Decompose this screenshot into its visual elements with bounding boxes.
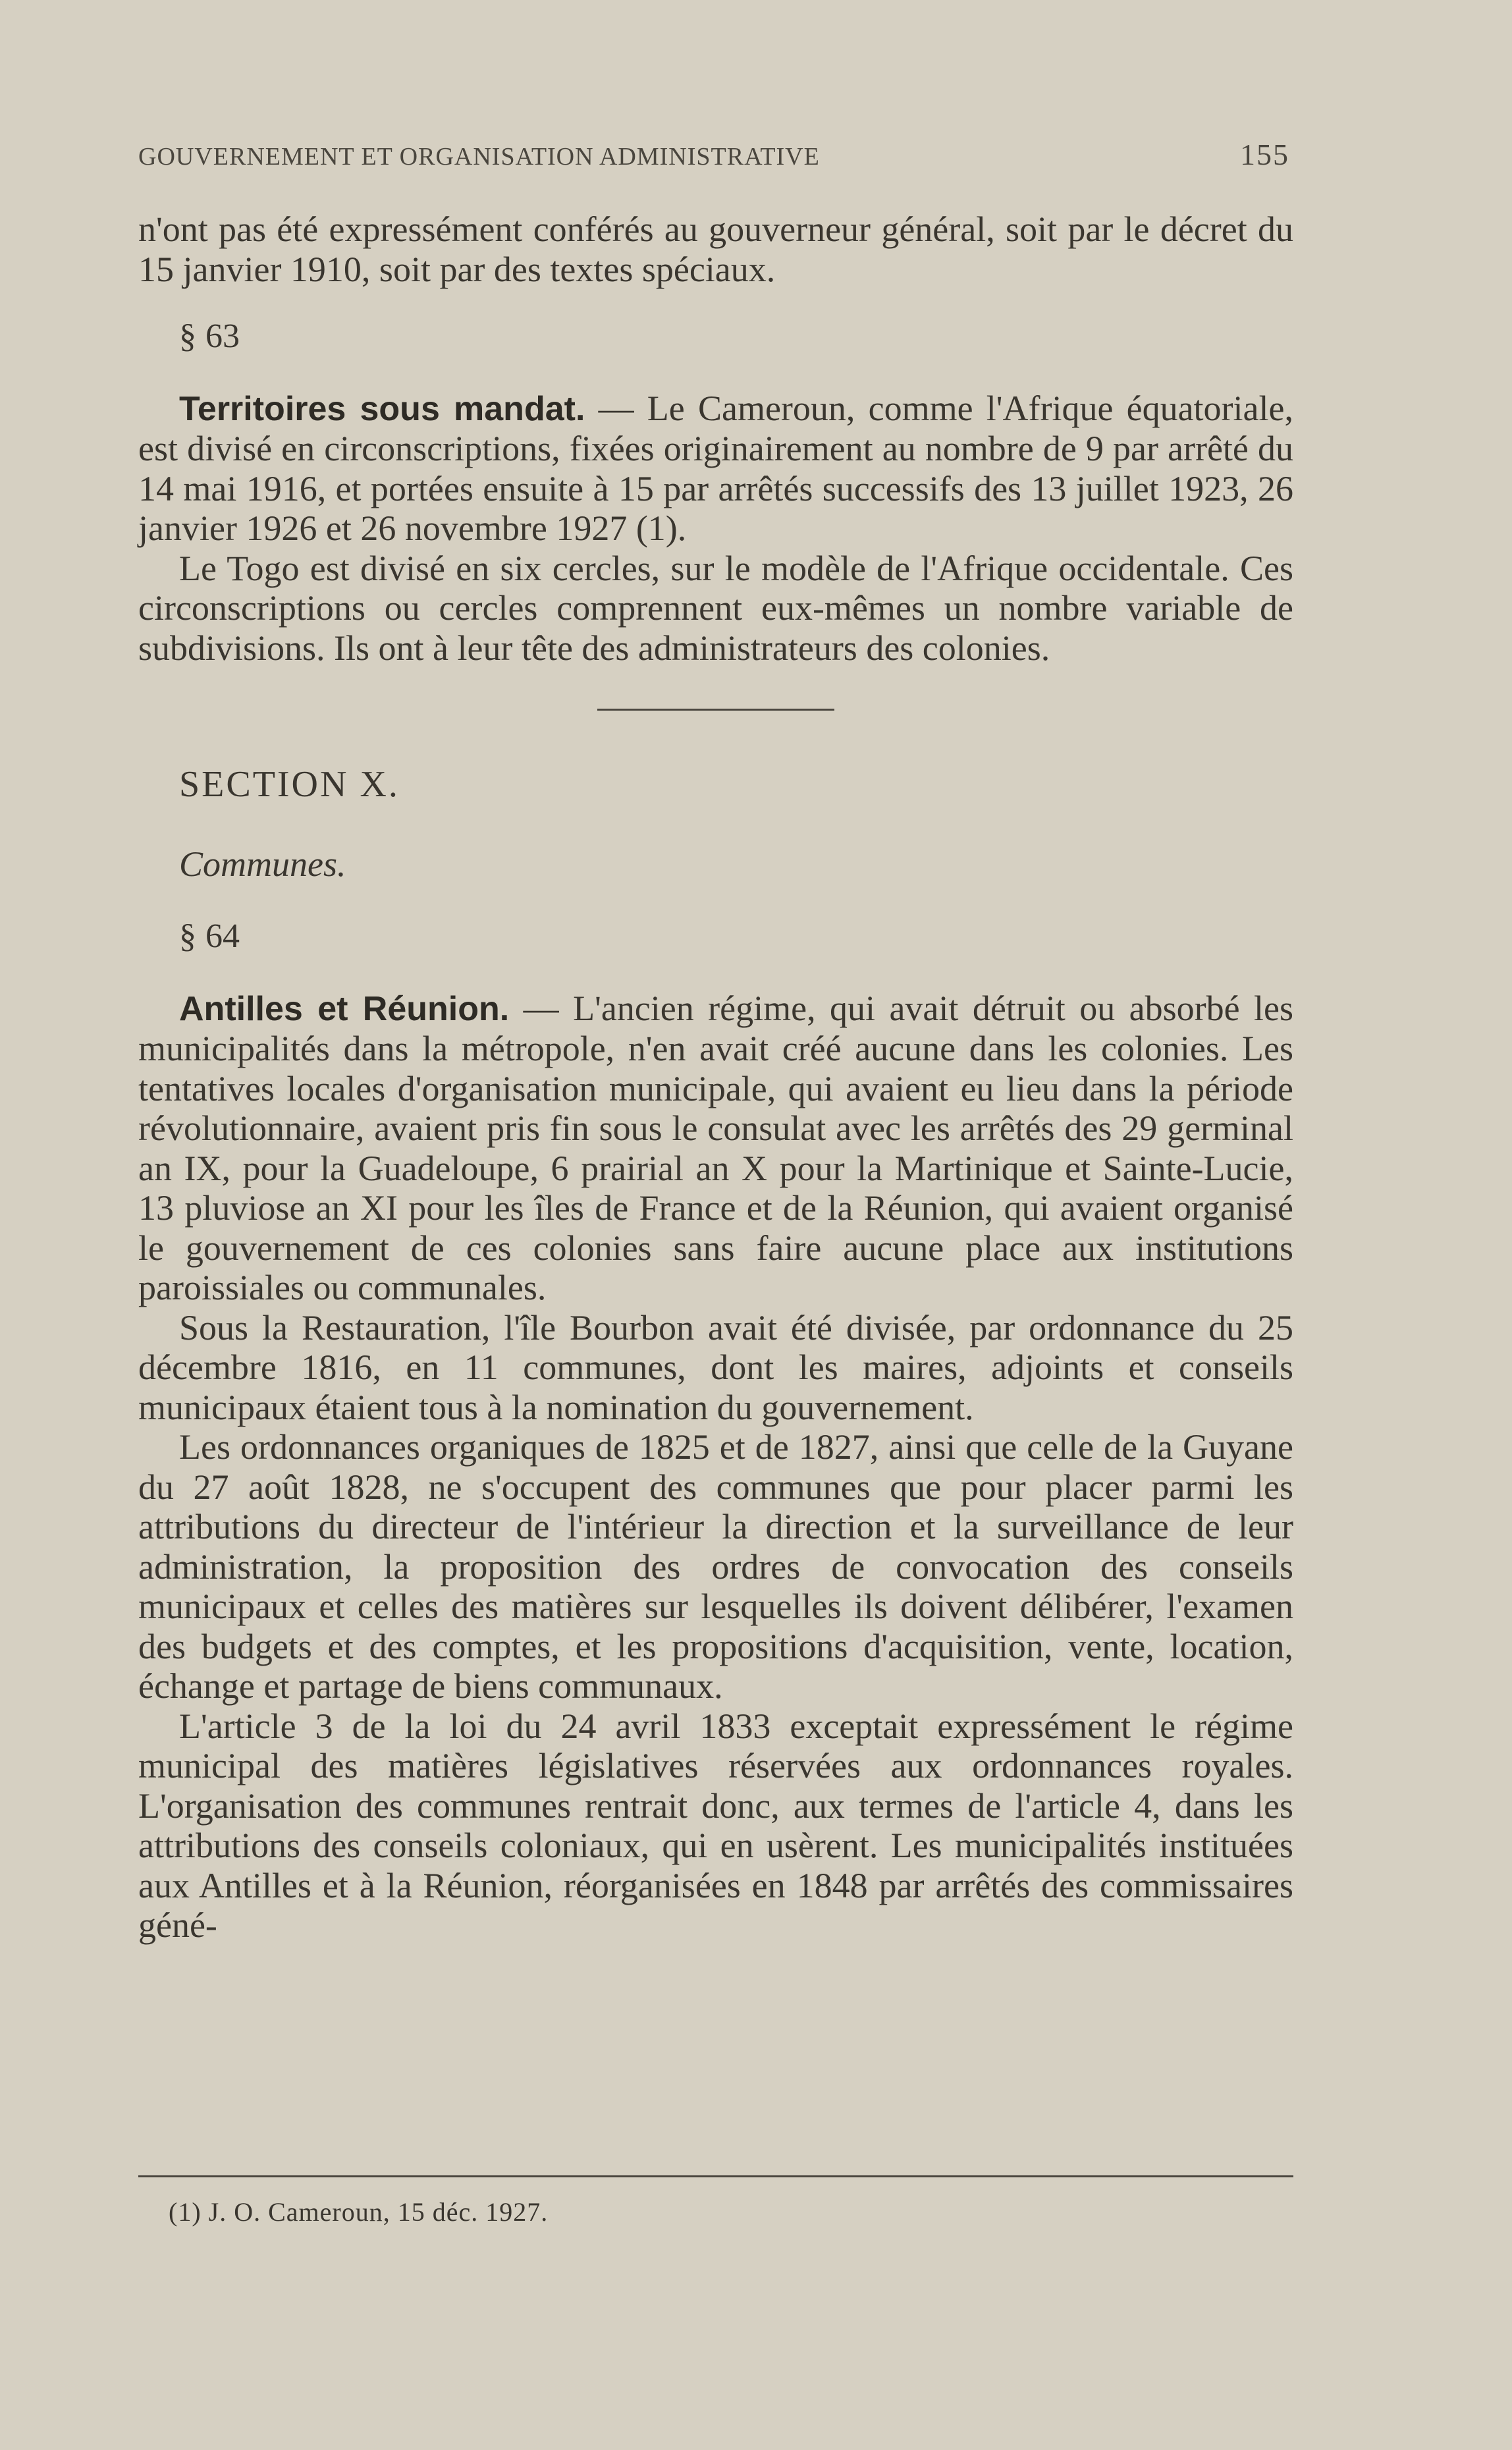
paragraph xyxy=(138,389,1293,549)
section-number: 64 xyxy=(205,917,240,955)
running-head xyxy=(138,137,1289,172)
paragraph: Les ordonnances organiques de 1825 et de 1827, ainsi que celle de la Guyane du 27 août 1828, ne s'occupent des communes que pour placer parmi les attributions du directeur de l'intérieur la direction et la surveillance de leur administration, la proposition des ordres de convocation des conseils municipaux et celles des matières sur lesquelles ils doivent délibérer, l'examen des budgets et des comptes, et les propositions d'acquisition, vente, location, échange et partage de biens communaux. xyxy=(138,1427,1293,1706)
page-body xyxy=(138,209,1293,1946)
paragraph-text: — Le Cameroun, comme l'Afrique équatoriale, est divisé en circonscriptions, fixées originairement au nombre de 9 par arrêté du 14 mai 1916, et portées ensuite à 15 par arrêtés successifs des 13 juillet 1923, 26 janvier 1926 et 26 novembre 1927 (1). xyxy=(138,388,1293,548)
paragraph-heading: Antilles et Réunion. xyxy=(179,989,510,1028)
paragraph-sign: § xyxy=(179,917,196,955)
section-number: 63 xyxy=(205,317,240,355)
paragraph-text: — L'ancien régime, qui avait détruit ou absorbé les municipalités dans la métropole, n'en avait créé aucune dans les colonies. Les tentatives locales d'organisation municipale, qui avaient eu lieu dans la période révolutionnaire, avaient pris fin sous le consulat avec les arrêtés des 29 germinal an IX, pour la Guadeloupe, 6 prairial an X pour la Martinique et Sainte-Lucie, 13 pluviose an XI pour les îles de France et de la Réunion, qui avaient organisé le gouvernement de ces colonies sans faire aucune place aux institutions paroissiales ou communales. xyxy=(138,988,1293,1307)
paragraph: L'article 3 de la loi du 24 avril 1833 exceptait expressément le régime municipal des matières législatives réservées aux ordonnances royales. L'organisation des communes rentrait donc, aux termes de l'article 4, dans les attributions des conseils coloniaux, qui en usèrent. Les municipalités instituées aux Antilles et à la Réunion, réorganisées en 1848 par arrêtés des commissaires géné- xyxy=(138,1706,1293,1945)
section-mark-64 xyxy=(138,917,1293,957)
paragraph-sign: § xyxy=(179,317,196,355)
page-number: 155 xyxy=(1240,138,1289,171)
paragraph-heading: Territoires sous mandat. xyxy=(179,389,585,428)
paragraph xyxy=(138,989,1293,1308)
footnote: (1) J. O. Cameroun, 15 déc. 1927. xyxy=(169,2197,549,2227)
section-title: SECTION X. xyxy=(179,764,400,805)
paragraph: Sous la Restauration, l'île Bourbon avait été divisée, par ordonnance du 25 décembre 1816, en 11 communes, dont les maires, adjoints et conseils municipaux étaient tous à la nomination du gouvernement. xyxy=(138,1307,1293,1427)
running-title: GOUVERNEMENT ET ORGANISATION ADMINISTRATIVE xyxy=(138,143,820,171)
section-mark-63 xyxy=(138,317,1293,357)
section-subtitle: Communes. xyxy=(179,844,346,884)
footnote-rule xyxy=(138,2175,1293,2177)
paragraph: Le Togo est divisé en six cercles, sur le modèle de l'Afrique occidentale. Ces circonscriptions ou cercles comprennent eux-mêmes un nombre variable de subdivisions. Ils ont à leur tête des administrateurs des colonies. xyxy=(138,548,1293,668)
intro-paragraph: n'ont pas été expressément conférés au gouverneur général, soit par le décret du 15 janvier 1910, soit par des textes spéciaux. xyxy=(138,209,1293,289)
